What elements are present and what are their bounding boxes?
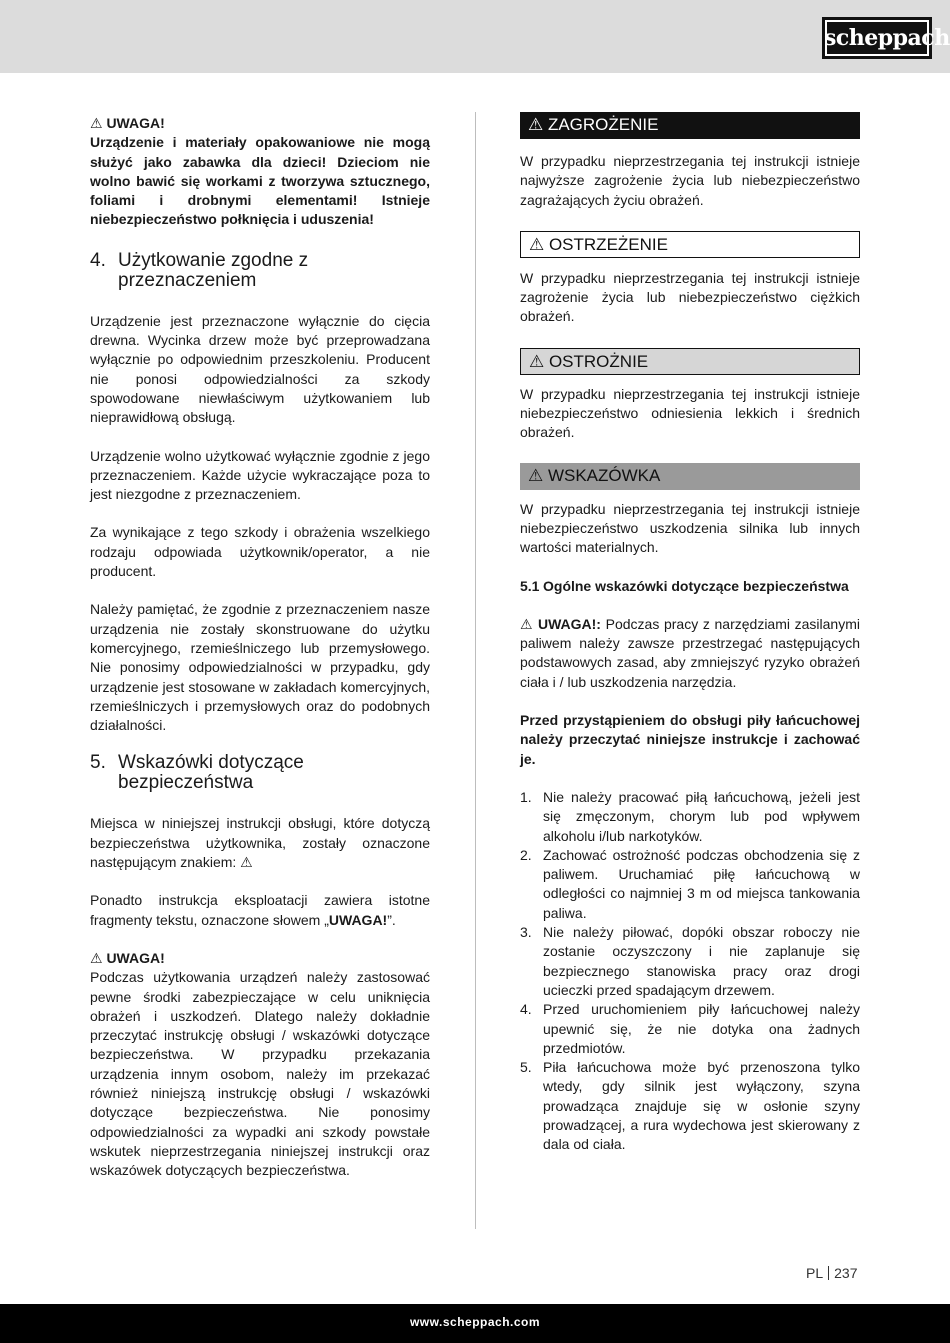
section-heading-5 [90, 753, 430, 793]
paragraph: Ponadto instrukcja eksploatacji zawiera istotne fragmenty tekstu, oznaczone słowem „UWAGA!”. [90, 892, 430, 928]
paragraph: Urządzenie jest przeznaczone wyłącznie do cięcia drewna. Wycinka drzew może być przeprowadzana wyłącznie po odpowiednim przeszkoleniu. Producent nie ponosi odpowiedzialności za szkody spowodowane niewłaściwym użytkowaniem lub nieprawidłową obsługą. [90, 312, 430, 426]
subsection-number: 5.1 [520, 577, 540, 594]
page-index: 237 [834, 1265, 858, 1281]
danger-label-box: ⚠ ZAGROŻENIE [520, 112, 860, 139]
footer-bar [0, 1304, 950, 1343]
section-title: Wskazówki dotyczące bezpieczeństwa [118, 752, 304, 794]
list-item-text: Piła łańcuchowa może być przenoszona tylko wtedy, gdy silnik jest wyłączony, szyna prowadząca znajduje się w osłonie szyny prowadzącej, a rura wydechowa jest skierowany z dala od ciała. [543, 1059, 860, 1153]
uwaga-keyword: UWAGA! [328, 911, 388, 928]
list-item-number: 5. [520, 1059, 532, 1076]
list-item [520, 788, 860, 846]
website-url: www.scheppach.com [409, 1315, 541, 1329]
warning-text: Podczas użytkowania urządzeń należy zastosować pewne środki zabezpieczające w celu uniknięcia obrażeń i uszkodzeń. Dlatego należy dokładnie przeczytać instrukcję obsługi / wskazówki dotyczące bezpieczeństwa. W przypadku przekazania urządzenia innym osobom, należy im przekazać również niniejszą instrukcję obsługi / wskazówki dotyczące bezpieczeństwa. Nie ponosimy odpowiedzialności za wypadki ani szkody powstałe wskutek nieprzestrzegania niniejszej instrukcji oraz wskazówek dotyczących bezpieczeństwa. [90, 969, 430, 1179]
caution-text: W przypadku nieprzestrzegania tej instrukcji istnieje niebezpieczeństwo odniesienia lekkich i średnich obrażeń. [520, 385, 860, 441]
list-item-text: Nie należy pracować piłą łańcuchową, jeżeli jest się zmęczonym, chorym lub pod wpływem alkoholu i/lub narkotyków. [543, 788, 860, 844]
notice-label-box: ⚠ WSKAZÓWKA [520, 463, 860, 490]
subsection-heading [520, 577, 860, 596]
brand-logo: scheppach [822, 17, 932, 59]
list-item [520, 1000, 860, 1058]
warning-title: ⚠ UWAGA! [90, 115, 165, 131]
list-item [520, 846, 860, 923]
paragraph: Miejsca w niniejszej instrukcji obsługi, które dotyczą bezpieczeństwa użytkownika, zostały oznaczone następującym znakiem: ⚠ [90, 815, 430, 871]
caution-label-box: ⚠ OSTROŻNIE [520, 348, 860, 375]
header-band [0, 0, 950, 73]
section-number: 5. [90, 752, 106, 774]
list-item-number: 3. [520, 924, 532, 941]
warning-text: Urządzenie i materiały opakowaniowe nie mogą służyć jako zabawka dla dzieci! Dzieciom nie wolno bawić się workami z tworzywa sztucznego, foliami i drobnymi elementami! Istnieje niebezpieczeństwo połknięcia i uduszenia! [90, 134, 430, 228]
safety-steps-list [520, 788, 860, 1155]
paragraph: Za wynikające z tego szkody i obrażenia wszelkiego rodzaju odpowiada użytkownik/operator, a nie producent. [90, 524, 430, 580]
page-number [806, 1265, 857, 1281]
right-column [520, 112, 860, 1155]
read-instructions-note: Przed przystąpieniem do obsługi piły łańcuchowej należy przeczytać niniejsze instrukcje i zachować je. [520, 712, 860, 767]
subsection-title: Ogólne wskazówki dotyczące bezpieczeństwa [543, 577, 849, 594]
language-code: PL [806, 1265, 824, 1281]
list-item-text: Zachować ostrożność podczas obchodzenia się z paliwem. Uruchamiać piłę łańcuchową w odległości co najmniej 3 m od miejsca tankowania paliwa. [543, 846, 860, 921]
section-number: 4. [90, 249, 106, 271]
list-item [520, 1058, 860, 1154]
warning-level-text: W przypadku nieprzestrzegania tej instrukcji istnieje zagrożenie życia lub niebezpieczeństwo ciężkich obrażeń. [520, 269, 860, 325]
paragraph: Należy pamiętać, że zgodnie z przeznaczeniem nasze urządzenia nie zostały skonstruowane do użytku komercyjnego, rzemieślniczego lub przemysłowego. Nie ponosimy odpowiedzialności w przypadku, gdy urządzenie jest stosowane w zakładach komercyjnych, rzemieślniczych i przemysłowych oraz do podobnych działalności. [90, 601, 430, 734]
section-title: Użytkowanie zgodne z przeznaczeniem [118, 249, 309, 291]
list-item-number: 4. [520, 1001, 532, 1018]
list-item-number: 2. [520, 846, 532, 863]
list-item-text: Nie należy piłować, dopóki obszar roboczy nie zostanie oczyszczony i nie zaplanuje się bezpiecznego stanowiska pracy oraz drogi ucieczki przed spadającym drzewem. [543, 924, 860, 998]
list-item [520, 923, 860, 1000]
list-item-number: 1. [520, 788, 532, 805]
paragraph: Urządzenie wolno użytkować wyłącznie zgodnie z jego przeznaczeniem. Każde użycie wykraczające poza to jest niezgodne z przeznaczeniem. [90, 447, 430, 503]
danger-text: W przypadku nieprzestrzegania tej instrukcji istnieje najwyższe zagrożenie życia lub niebezpieczeństwo zagrażających życiu obrażeń. [520, 153, 860, 208]
column-divider [475, 112, 476, 1229]
uwaga-label: ⚠ UWAGA!: [520, 615, 601, 632]
warning-label-box: ⚠ OSTRZEŻENIE [520, 231, 860, 258]
section-heading-4 [90, 251, 430, 291]
uwaga-paragraph: ⚠ UWAGA!: Podczas pracy z narzędziami zasilanymi paliwem należy zawsze przestrzegać następujących podstawowych zasad, aby zmniejszyć ryzyko obrażeń ciała i / lub uszkodzenia narzędzia. [520, 615, 860, 690]
notice-text: W przypadku nieprzestrzegania tej instrukcji istnieje niebezpieczeństwo uszkodzenia silnika lub innych wartości materialnych. [520, 500, 860, 556]
left-column [90, 114, 430, 1180]
list-item-text: Przed uruchomieniem piły łańcuchowej należy upewnić się, że nie dotyka ona żadnych przedmiotów. [543, 1001, 860, 1056]
warning-title: ⚠ UWAGA! [90, 949, 165, 966]
